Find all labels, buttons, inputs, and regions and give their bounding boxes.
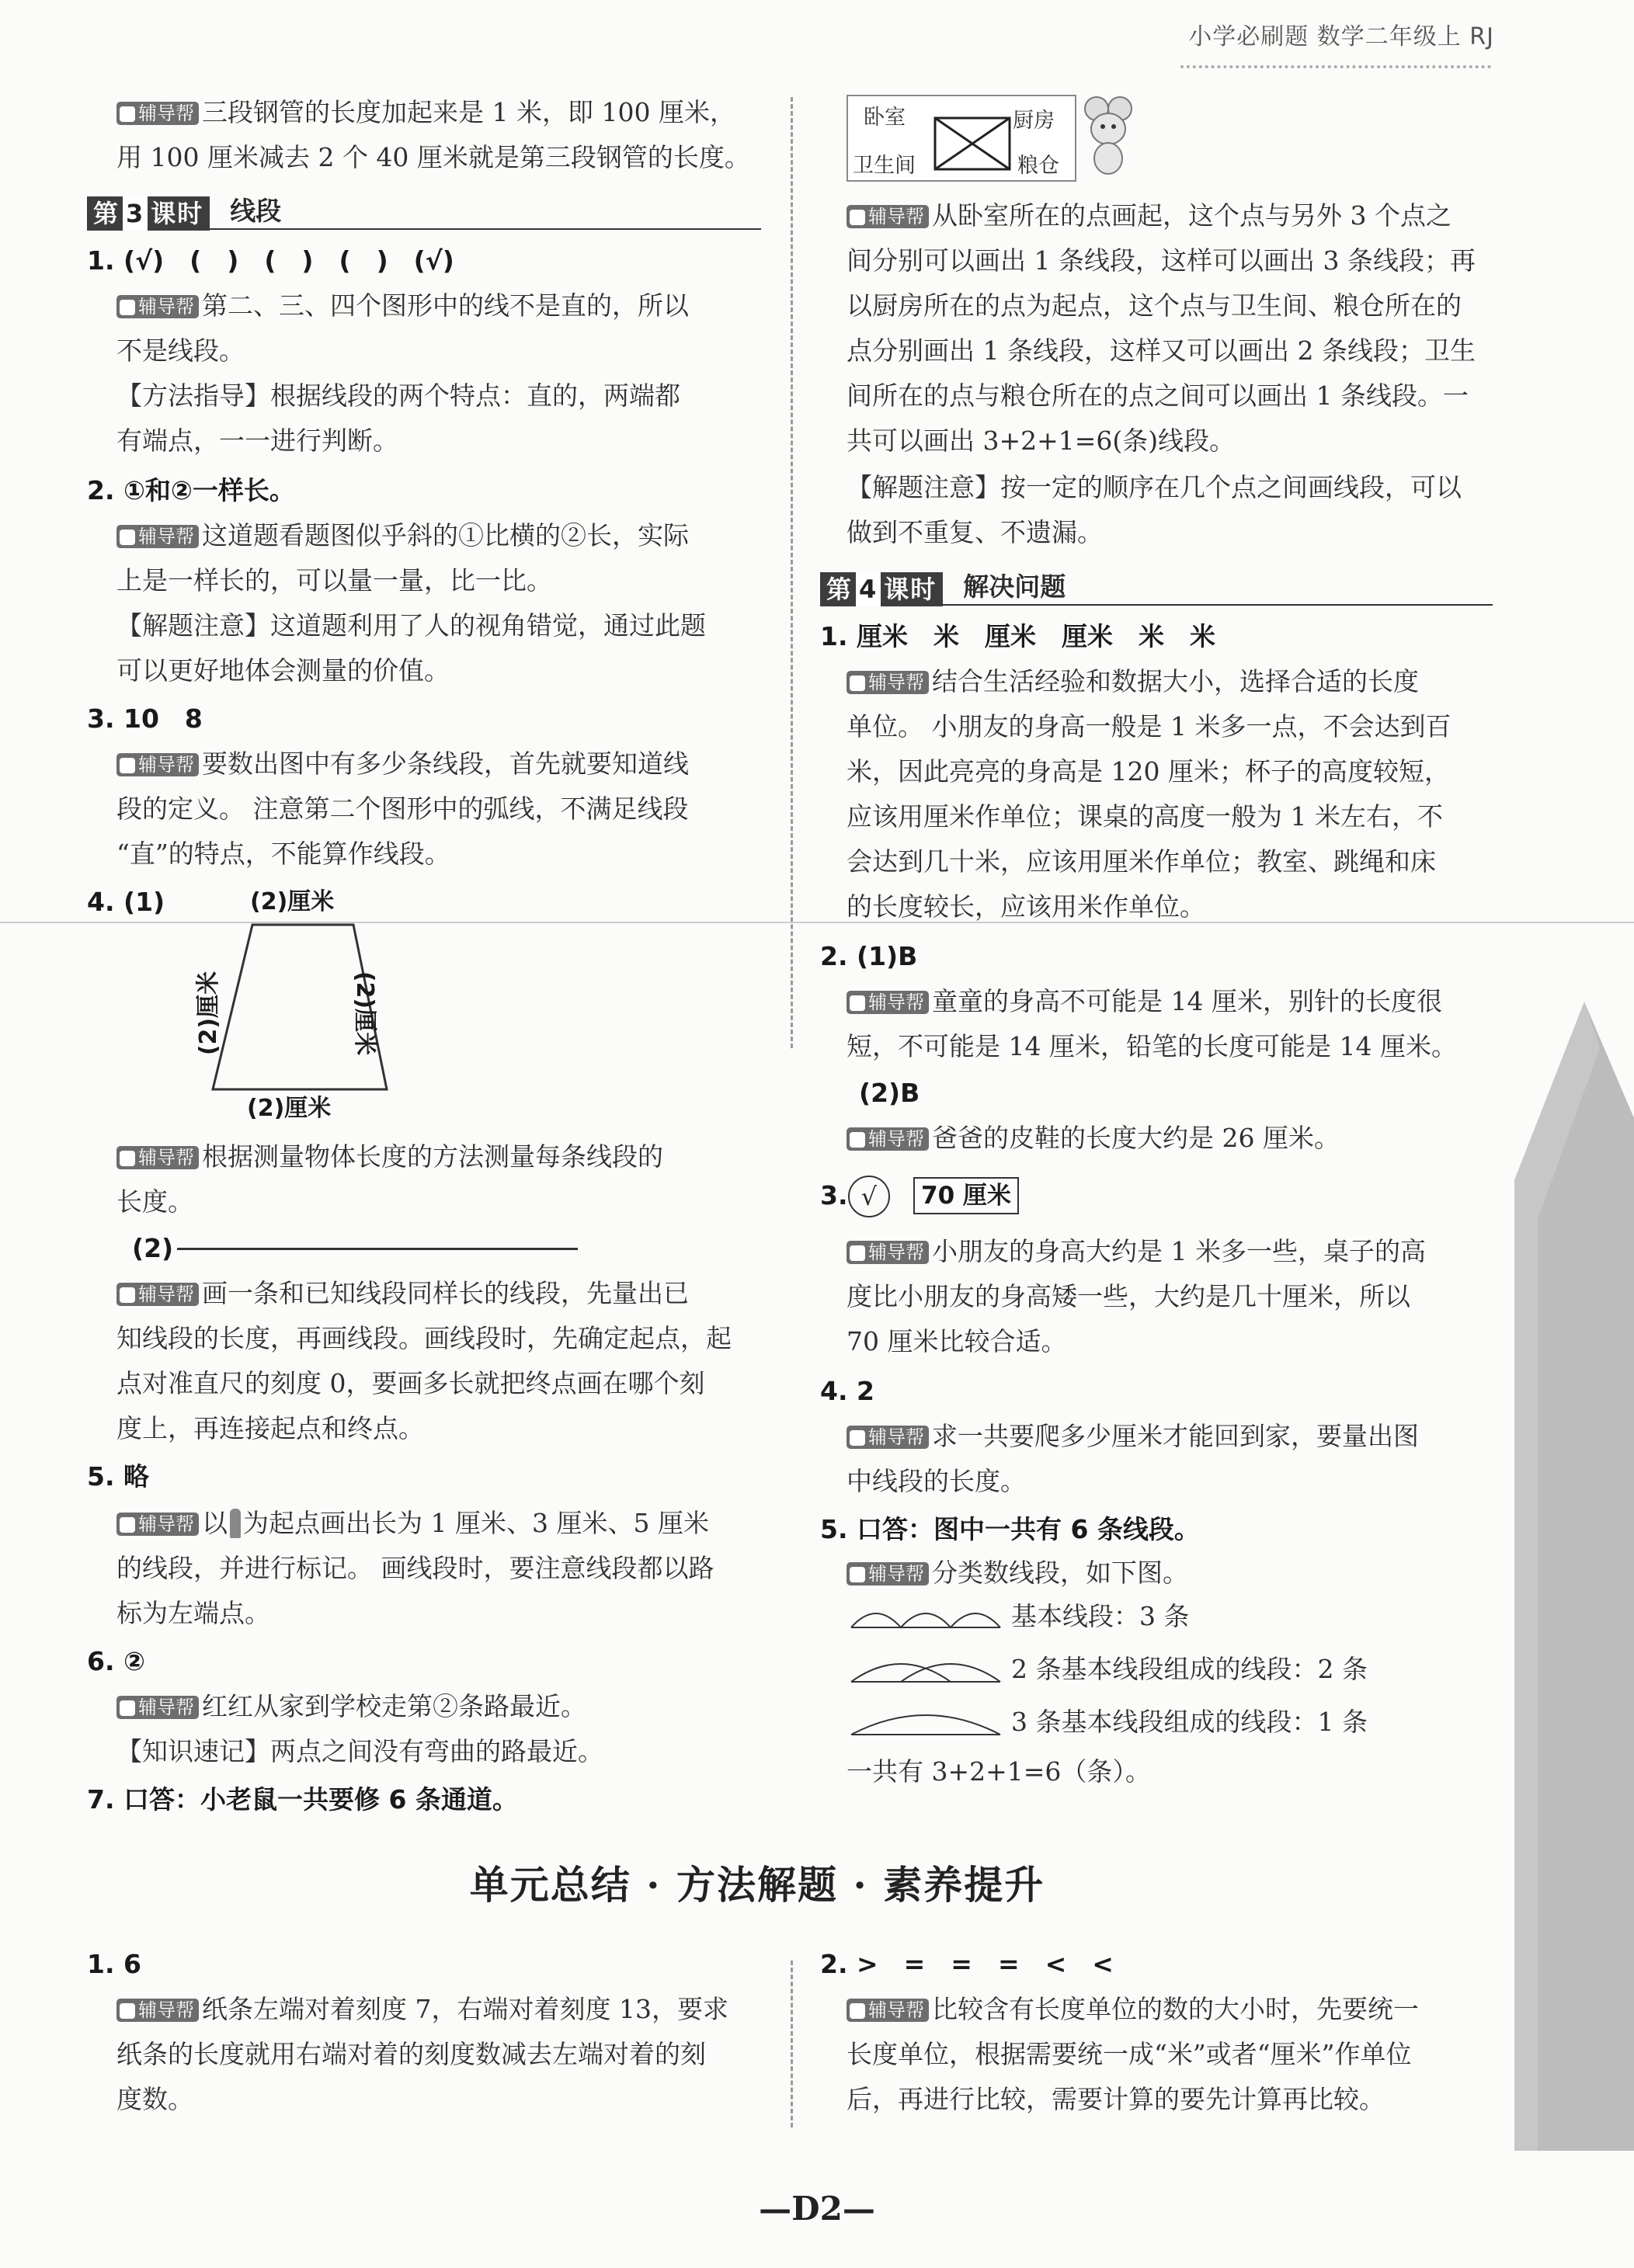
r-q3-help-3: 70 厘米比较合适。 — [847, 1326, 1067, 1356]
q4-help1-1: 辅导帮 根据测量物体长度的方法测量每条线段的 — [116, 1141, 663, 1172]
r-q1-answer: 1. 厘米 米 厘米 厘米 米 米 — [820, 621, 1215, 651]
helper-icon — [120, 2003, 135, 2019]
r-q7-help-2: 间分别可以画出 1 条线段，这样可以画出 3 条线段；再 — [847, 245, 1476, 276]
lesson-3-title: 线段 — [230, 196, 282, 226]
column-separator — [791, 97, 793, 1048]
r-q5-total: 一共有 3+2+1=6（条）。 — [847, 1756, 1151, 1787]
r-q7-note-2: 做到不重复、不遗漏。 — [847, 517, 1103, 547]
intro-line-1: 辅导帮 三段钢管的长度加起来是 1 米，即 100 厘米， — [116, 97, 735, 128]
s-q2-help-1: 辅导帮 比较含有长度单位的数的大小时，先要统一 — [847, 1994, 1419, 2025]
q5-help-2: 的线段，并进行标记。 画线段时，要注意线段都以路 — [116, 1553, 714, 1583]
r-q3-num: 3. — [820, 1180, 848, 1210]
r-q3-help-1: 辅导帮 小朋友的身高大约是 1 米多一些，桌子的高 — [847, 1236, 1426, 1267]
r-q1-help-1: 辅导帮 结合生活经验和数据大小，选择合适的长度 — [847, 666, 1419, 697]
r-q3-help-2: 度比小朋友的身高矮一些，大约是几十厘米，所以 — [847, 1281, 1410, 1311]
room-diagram — [847, 95, 1076, 182]
r-q7-note-1: 【解题注意】按一定的顺序在几个点之间画线段，可以 — [847, 472, 1462, 502]
s-q2-help-3: 后，再进行比较，需要计算的要先计算再比较。 — [847, 2084, 1385, 2114]
r-q7-help-3: 以厨房所在的点为起点，这个点与卫生间、粮仓所在的 — [847, 290, 1462, 321]
r-q1-help-5: 会达到几十米，应该用厘米作单位；教室、跳绳和床 — [847, 846, 1436, 877]
helper-icon — [120, 530, 135, 545]
lesson-4-heading: 第 4 课时 解决问题 — [820, 567, 1493, 606]
q4-label-left: (2)厘米 — [195, 971, 223, 1056]
helper-icon — [850, 1245, 865, 1261]
s-q1-help-1: 辅导帮 纸条左端对着刻度 7，右端对着刻度 13，要求 — [116, 1994, 728, 2025]
intro-line-2: 用 100 厘米减去 2 个 40 厘米就是第三段钢管的长度。 — [116, 142, 750, 172]
q1-help-2: 不是线段。 — [116, 335, 245, 366]
q4-help2-4: 度上，再连接起点和终点。 — [116, 1413, 424, 1443]
r-q5-row-2: 2 条基本线段组成的线段：2 条 — [1011, 1654, 1368, 1684]
q2-help-1: 辅导帮 这道题看题图似乎斜的①比横的②长，实际 — [116, 520, 689, 551]
r-q2-help1-2: 短，不可能是 14 厘米，铅笔的长度可能是 14 厘米。 — [847, 1031, 1457, 1061]
s-q1-help-3: 度数。 — [116, 2084, 193, 2114]
r-q7-help-5: 间所在的点与粮仓所在的点之间可以画出 1 条线段。一 — [847, 380, 1469, 411]
r-q1-help-3: 米，因此亮亮的身高是 120 厘米；杯子的高度较短， — [847, 756, 1450, 787]
r-q5-row-3: 3 条基本线段组成的线段：1 条 — [1011, 1707, 1368, 1737]
r-q1-help-4: 应该用厘米作单位；课桌的高度一般为 1 米左右，不 — [847, 801, 1443, 832]
q4-help1-2: 长度。 — [116, 1186, 193, 1217]
room-connections — [933, 116, 1011, 171]
room-bedroom: 卧室 — [864, 106, 906, 130]
r-q2-help1-1: 辅导帮 童童的身高不可能是 14 厘米，别针的长度很 — [847, 986, 1442, 1017]
r-q3-boxed-answer: 70 厘米 — [913, 1177, 1019, 1214]
q4-part2: (2) — [132, 1233, 174, 1263]
q7-answer: 7. 口答：小老鼠一共要修 6 条通道。 — [87, 1784, 518, 1815]
helper-icon — [850, 1567, 865, 1582]
arc-diagram-basic — [848, 1598, 1003, 1632]
q2-help-2: 上是一样长的，可以量一量，比一比。 — [116, 565, 552, 596]
header-dots — [1180, 65, 1491, 68]
arc-diagram-double — [848, 1649, 1003, 1686]
s-q1-help-2: 纸条的长度就用右端对着的刻度数减去左端对着的刻 — [116, 2039, 706, 2069]
q3-answer: 3. 10 8 — [87, 703, 203, 734]
q4-answer: 4. (1) — [87, 887, 165, 917]
helper-icon — [120, 300, 135, 315]
helper-icon — [850, 1132, 865, 1148]
q2-answer: 2. ①和②一样长。 — [87, 475, 295, 505]
q4-label-top: (2)厘米 — [250, 888, 335, 915]
q2-note-2: 可以更好地体会测量的价值。 — [116, 655, 450, 686]
lesson-3-heading: 第 3 课时 线段 — [87, 191, 761, 230]
page-header: 小学必刷题 数学二年级上 RJ — [1188, 23, 1494, 50]
helper-icon — [120, 1700, 135, 1716]
s-q2-help-2: 长度单位，根据需要统一成“米”或者“厘米”作单位 — [847, 2039, 1412, 2069]
s-q1-answer: 1. 6 — [87, 1949, 141, 1979]
q5-help-3: 标为左端点。 — [116, 1598, 270, 1628]
summary-title: 单元总结 · 方法解题 · 素养提升 — [469, 1862, 1045, 1908]
r-q4-help-1: 辅导帮 求一共要爬多少厘米才能回到家，要量出图 — [847, 1421, 1419, 1452]
room-bathroom: 卫生间 — [853, 154, 916, 178]
q1-method-1: 【方法指导】根据线段的两个特点：直的，两端都 — [116, 380, 680, 411]
r-q5-answer: 5. 口答：图中一共有 6 条线段。 — [820, 1514, 1200, 1544]
r-q7-help-1: 辅导帮 从卧室所在的点画起，这个点与另外 3 个点之 — [847, 200, 1451, 231]
r-q1-help-2: 单位。 小朋友的身高一般是 1 米多一点，不会达到百 — [847, 711, 1451, 742]
room-granary: 粮仓 — [1017, 154, 1059, 178]
helper-icon — [850, 995, 865, 1011]
q3-help-1: 辅导帮 要数出图中有多少条线段，首先就要知道线 — [116, 748, 689, 780]
r-q2-answer-1: 2. (1)B — [820, 941, 918, 971]
helper-icon — [120, 758, 135, 773]
q1-help-1: 辅导帮 第二、三、四个图形中的线不是直的，所以 — [116, 290, 689, 321]
helper-icon — [850, 2003, 865, 2019]
q4-help2-2: 知线段的长度，再画线段。画线段时，先确定起点，起 — [116, 1323, 732, 1353]
r-q5-help: 辅导帮 分类数线段，如下图。 — [847, 1558, 1188, 1589]
r-q7-help-4: 点分别画出 1 条线段，这样又可以画出 2 条线段；卫生 — [847, 335, 1476, 366]
q4-label-bottom: (2)厘米 — [247, 1095, 332, 1122]
q1-answer: 1. (√) ( ) ( ) ( ) (√) — [87, 245, 454, 276]
decorative-arrow-band — [1514, 1002, 1634, 2151]
q6-help: 辅导帮 红红从家到学校走第②条路最近。 — [116, 1691, 586, 1722]
signpost-icon — [230, 1509, 241, 1538]
r-q3-check-circle: √ — [848, 1176, 890, 1217]
r-q7-help-6: 共可以画出 3+2+1=6(条)线段。 — [847, 425, 1236, 456]
arc-diagram-triple — [848, 1702, 1003, 1739]
q4-label-right: (2)厘米 — [351, 971, 379, 1056]
q5-help-1: 辅导帮 以 为起点画出长为 1 厘米、3 厘米、5 厘米 — [116, 1508, 709, 1539]
lesson-4-title: 解决问题 — [963, 571, 1066, 602]
r-q2-answer-2: (2)B — [859, 1078, 920, 1108]
q6-note: 【知识速记】两点之间没有弯曲的路最近。 — [116, 1736, 603, 1766]
page-number: —D2— — [759, 2190, 875, 2228]
helper-icon — [120, 1151, 135, 1166]
helper-icon — [850, 676, 865, 691]
r-q2-help2: 辅导帮 爸爸的皮鞋的长度大约是 26 厘米。 — [847, 1123, 1340, 1154]
q5-answer: 5. 略 — [87, 1461, 149, 1492]
drawn-line-segment — [177, 1248, 578, 1250]
r-q4-answer: 4. 2 — [820, 1376, 874, 1406]
q4-help2-1: 辅导帮 画一条和已知线段同样长的线段，先量出已 — [116, 1278, 689, 1309]
room-kitchen: 厨房 — [1013, 109, 1055, 133]
q3-help-2: 段的定义。 注意第二个图形中的弧线，不满足线段 — [116, 794, 689, 824]
mouse-icon — [1081, 92, 1135, 177]
r-q1-help-6: 的长度较长，应该用米作单位。 — [847, 891, 1205, 922]
q1-method-2: 有端点，一一进行判断。 — [116, 425, 398, 456]
helper-icon — [120, 106, 135, 122]
helper-icon — [120, 1517, 135, 1533]
r-q5-row-1: 基本线段：3 条 — [1011, 1601, 1190, 1631]
helper-icon — [850, 210, 865, 225]
helper-icon — [850, 1430, 865, 1446]
q4-help2-3: 点对准直尺的刻度 0，要画多长就把终点画在哪个刻 — [116, 1368, 705, 1398]
helper-icon — [120, 1287, 135, 1303]
q6-answer: 6. ② — [87, 1646, 145, 1676]
s-q2-answer: 2. > = = = < < — [820, 1949, 1114, 1979]
r-q4-help-2: 中线段的长度。 — [847, 1466, 1026, 1496]
q3-help-3: “直”的特点，不能算作线段。 — [116, 839, 450, 869]
q2-note-1: 【解题注意】这道题利用了人的视角错觉，通过此题 — [116, 610, 706, 641]
help-tag: 辅导帮 — [116, 102, 199, 125]
summary-column-separator — [791, 1961, 793, 2127]
